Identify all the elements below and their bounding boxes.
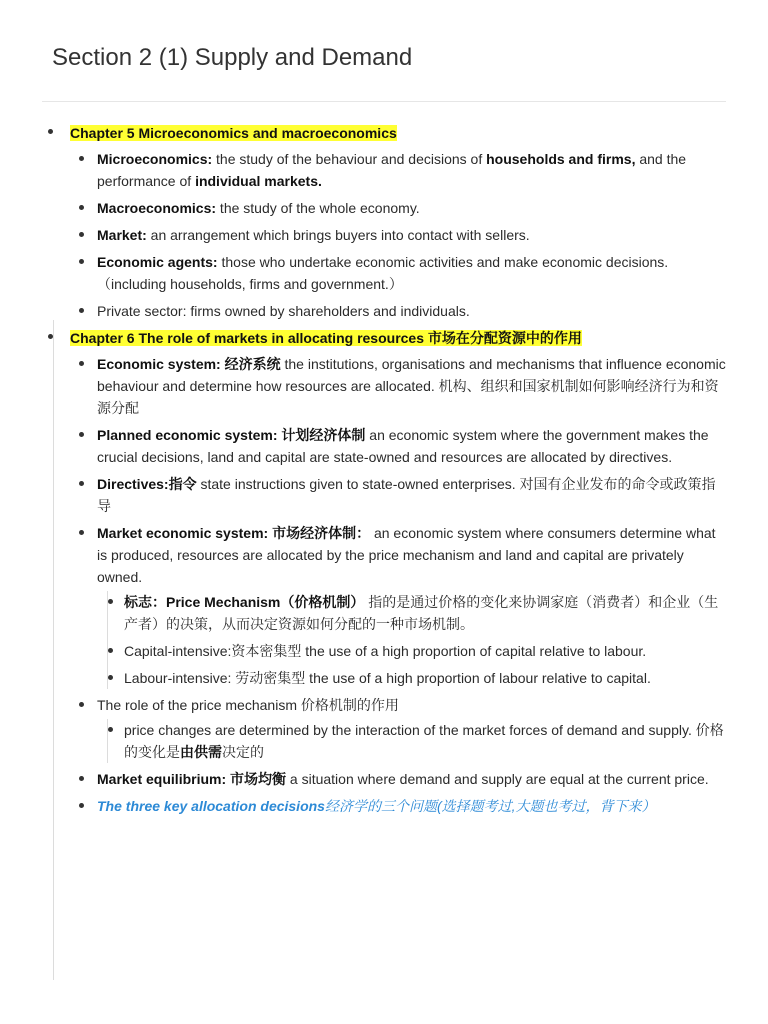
bullet-icon <box>108 648 113 653</box>
list-item <box>70 224 728 246</box>
notes-content <box>0 122 768 822</box>
sub-list-item <box>97 640 728 662</box>
bullet-icon <box>79 308 84 313</box>
bullet-icon <box>48 129 53 134</box>
text-run: price changes are determined by the interaction of the market forces of demand and supply. 价格的变化是 <box>124 722 724 760</box>
outline-list <box>0 122 768 817</box>
term-bold: Market: <box>97 227 147 243</box>
section-items <box>70 353 728 817</box>
sub-list-item <box>97 667 728 689</box>
term-bold: Market economic system: 市场经济体制： <box>97 525 371 541</box>
chapter-heading: Chapter 6 The role of markets in allocating resources 市场在分配资源中的作用 <box>70 330 582 346</box>
list-item <box>70 251 728 295</box>
list-item <box>70 473 728 517</box>
bullet-icon <box>48 334 53 339</box>
chapter-section <box>0 327 768 817</box>
list-item <box>70 148 728 192</box>
text-run: the institutions, organisations and mechanisms that influence economic behaviour and determine how resources are allocated. 机构、组织和国家机制如何影响经济行为和资源分配 <box>97 356 726 416</box>
chapter-section <box>0 122 768 322</box>
list-item <box>70 300 728 322</box>
list-item <box>70 353 728 419</box>
text-run: Labour-intensive: 劳动密集型 the use of a high proportion of labour relative to capital. <box>124 670 651 686</box>
text-run: 指的是通过价格的变化来协调家庭（消费者）和企业（生产者）的决策，从而决定资源如何分配的一种市场机制。 <box>124 594 719 632</box>
title-divider <box>42 101 726 102</box>
term-bold: individual markets. <box>195 173 322 189</box>
bullet-icon <box>108 727 113 732</box>
text-run: Capital-intensive:资本密集型 the use of a high proportion of capital relative to labour. <box>124 643 647 659</box>
term-bold: households and firms, <box>486 151 636 167</box>
text-run: 决定的 <box>222 744 264 760</box>
list-item <box>70 424 728 468</box>
page-title: Section 2 (1) Supply and Demand <box>52 44 413 71</box>
term-bold: Economic agents: <box>97 254 218 270</box>
bullet-icon <box>108 675 113 680</box>
term-bold: 由供需 <box>180 744 222 760</box>
bullet-icon <box>79 259 84 264</box>
list-item <box>70 694 728 763</box>
section-items <box>70 148 728 322</box>
text-run: an economic system where the government makes the crucial decisions, land and capital are state-owned and resources are allocated by directives. <box>97 427 709 465</box>
bullet-icon <box>79 481 84 486</box>
bullet-icon <box>79 156 84 161</box>
bullet-icon <box>79 803 84 808</box>
term-bold: Directives:指令 <box>97 476 197 492</box>
bullet-icon <box>79 205 84 210</box>
sub-list-item <box>97 591 728 635</box>
text-run: The role of the price mechanism 价格机制的作用 <box>97 697 399 713</box>
list-item <box>70 795 728 817</box>
bullet-icon <box>79 530 84 535</box>
text-run: an arrangement which brings buyers into contact with sellers. <box>146 227 530 243</box>
text-run: the study of the behaviour and decisions of <box>212 151 487 167</box>
list-item <box>70 522 728 689</box>
text-run: The three key allocation decisions <box>97 798 325 814</box>
text-run: a situation where demand and supply are equal at the current price. <box>286 771 709 787</box>
bullet-icon <box>79 702 84 707</box>
bullet-icon <box>79 432 84 437</box>
text-run: the study of the whole economy. <box>216 200 420 216</box>
bullet-icon <box>79 232 84 237</box>
text-run: an economic system where consumers determine what is produced, resources are allocated by the price mechanism and land and capital are privately owned. <box>97 525 716 585</box>
term-bold: Economic system: 经济系统 <box>97 356 281 372</box>
term-bold: Macroeconomics: <box>97 200 217 216</box>
term-bold: 标志：Price Mechanism（价格机制） <box>124 594 365 610</box>
text-run: Private sector: firms owned by shareholders and individuals. <box>97 303 470 319</box>
list-item <box>70 768 728 790</box>
list-item <box>70 197 728 219</box>
chapter-heading: Chapter 5 Microeconomics and macroeconomics <box>70 125 397 141</box>
text-run: and the performance of <box>97 151 687 189</box>
text-run: state instructions given to state-owned enterprises. 对国有企业发布的命令或政策指导 <box>97 476 716 514</box>
term-bold: Market equilibrium: 市场均衡 <box>97 771 287 787</box>
term-bold: Planned economic system: 计划经济体制 <box>97 427 366 443</box>
bullet-icon <box>79 776 84 781</box>
sub-items <box>97 591 728 689</box>
sub-items <box>97 719 728 763</box>
sub-list-item <box>97 719 728 763</box>
text-run: 经济学的三个问题(选择题考过,大题也考过，背下来） <box>324 798 656 814</box>
term-bold: Microeconomics: <box>97 151 213 167</box>
bullet-icon <box>108 599 113 604</box>
text-run: those who undertake economic activities and make economic decisions.（including households, firms and government.） <box>97 254 669 292</box>
bullet-icon <box>79 361 84 366</box>
